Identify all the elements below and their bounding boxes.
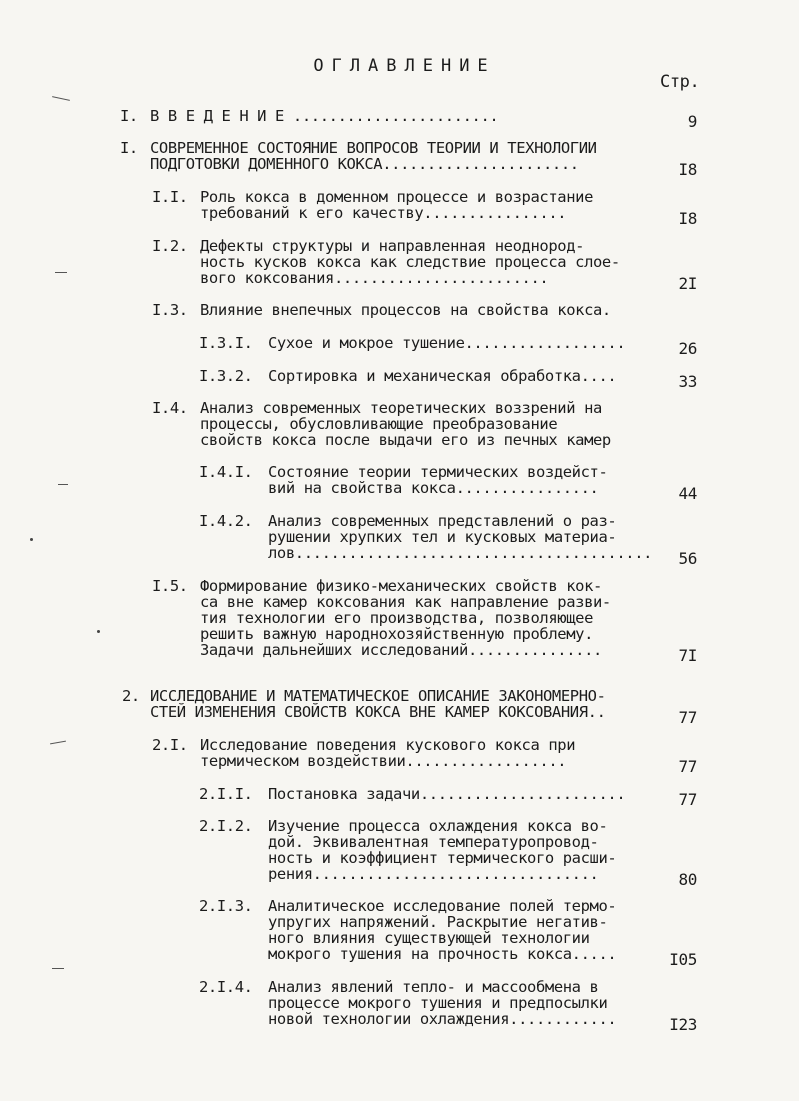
scan-dot <box>30 538 33 541</box>
toc-entry-number: I.4.I. <box>199 463 253 481</box>
toc-entry-line: СОВРЕМЕННОЕ СОСТОЯНИЕ ВОПРОСОВ ТЕОРИИ И ТЕХНОЛОГИИ <box>150 139 597 157</box>
toc-entry-line: процессе мокрого тушения и предпосылки <box>268 994 608 1012</box>
toc-entry-number: 2.I. <box>152 736 188 754</box>
scan-mark <box>55 272 67 273</box>
toc-entry-line: Задачи дальнейших исследований............... <box>200 641 602 659</box>
toc-entry-line: лов........................................ <box>268 544 653 562</box>
toc-entry-line: Анализ современных представлений о раз- <box>268 512 617 530</box>
toc-page-number: 2I <box>678 274 697 293</box>
toc-entry-line: СТЕЙ ИЗМЕНЕНИЯ СВОЙСТВ КОКСА ВНЕ КАМЕР КОКСОВАНИЯ.. <box>150 703 606 721</box>
toc-entry-line: Сортировка и механическая обработка.... <box>268 367 617 385</box>
toc-entry-line: Влияние внепечных процессов на свойства кокса. <box>200 301 611 319</box>
toc-page-number: 77 <box>678 757 697 776</box>
toc-entry-number: I.I. <box>152 188 188 206</box>
toc-page-number: 80 <box>678 870 697 889</box>
toc-entry-number: I.3. <box>152 301 188 319</box>
page-title: ОГЛАВЛЕНИЕ <box>313 56 496 76</box>
toc-entry-number: 2.I.2. <box>199 817 253 835</box>
toc-entry-line: требований к его качеству................ <box>200 204 567 222</box>
toc-entry-line: В В Е Д Е Н И Е ....................... <box>150 107 499 125</box>
toc-entry-number: 2. <box>122 687 140 705</box>
toc-entry-line: Анализ современных теоретических воззрений на <box>200 399 602 417</box>
toc-entry-line: процессы, обусловливающие преобразование <box>200 415 558 433</box>
toc-page-number: 33 <box>678 372 697 391</box>
toc-entry-line: вий на свойства кокса................ <box>268 479 599 497</box>
toc-page-number: I8 <box>678 160 697 179</box>
toc-page-number: I23 <box>669 1015 697 1034</box>
toc-page-number: 7I <box>678 646 697 665</box>
toc-page-number: I05 <box>669 950 697 969</box>
toc-entry-line: ность и коэффициент термического расши- <box>268 849 617 867</box>
toc-entry-line: термическом воздействии.................. <box>200 752 567 770</box>
toc-page-number: 56 <box>678 549 697 568</box>
toc-entry-line: вого коксования........................ <box>200 269 549 287</box>
toc-page-number: 9 <box>687 112 697 131</box>
toc-entry-line: упругих напряжений. Раскрытие негатив- <box>268 913 608 931</box>
toc-entry-line: Изучение процесса охлаждения кокса во- <box>268 817 608 835</box>
toc-entry-line: Роль кокса в доменном процессе и возрастание <box>200 188 593 206</box>
toc-page-number: 26 <box>678 339 697 358</box>
toc-entry-number: I. <box>120 107 138 125</box>
toc-entry-number: I. <box>120 139 138 157</box>
toc-entry-line: Постановка задачи....................... <box>268 785 626 803</box>
toc-entry-line: Исследование поведения кускового кокса при <box>200 736 576 754</box>
toc-entry-line: ПОДГОТОВКИ ДОМЕННОГО КОКСА...................... <box>150 155 579 173</box>
toc-page-number: 77 <box>678 708 697 727</box>
toc-entry-number: I.4. <box>152 399 188 417</box>
toc-entry-line: рения................................ <box>268 865 599 883</box>
toc-entry-line: Формирование физико-механических свойств кок- <box>200 577 602 595</box>
toc-entry-line: ного влияния существующей технологии <box>268 929 590 947</box>
toc-entry-line: Анализ явлений тепло- и массообмена в <box>268 978 599 996</box>
toc-entry-line: Аналитическое исследование полей термо- <box>268 897 617 915</box>
toc-entry-number: I.4.2. <box>199 512 253 530</box>
toc-entry-line: свойств кокса после выдачи его из печных камер <box>200 431 611 449</box>
scan-dot <box>97 630 100 633</box>
toc-page-number: 44 <box>678 484 697 503</box>
toc-entry-number: I.5. <box>152 577 188 595</box>
toc-entry-line: рушении хрупких тел и кусковых материа- <box>268 528 617 546</box>
toc-entry-line: решить важную народнохозяйственную проблему. <box>200 625 593 643</box>
scan-mark <box>50 741 66 745</box>
toc-entry-number: I.3.I. <box>199 334 253 352</box>
scan-mark <box>52 968 64 969</box>
toc-entry-line: дой. Эквивалентная температуропровод- <box>268 833 599 851</box>
toc-entry-line: ИССЛЕДОВАНИЕ И МАТЕМАТИЧЕСКОЕ ОПИСАНИЕ ЗАКОНОМЕРНО- <box>150 687 606 705</box>
toc-entry-number: 2.I.3. <box>199 897 253 915</box>
toc-entry-number: I.2. <box>152 237 188 255</box>
toc-entry-number: 2.I.I. <box>199 785 253 803</box>
scan-mark <box>58 484 68 485</box>
toc-page-number: 77 <box>678 790 697 809</box>
toc-entry-line: Состояние теории термических воздейст- <box>268 463 608 481</box>
page-column-header: Стр. <box>660 72 700 92</box>
toc-page-number: I8 <box>678 209 697 228</box>
toc-entry-number: I.3.2. <box>199 367 253 385</box>
toc-entry-line: Сухое и мокрое тушение.................. <box>268 334 626 352</box>
scan-mark <box>52 96 70 101</box>
toc-entry-line: Дефекты структуры и направленная неоднород- <box>200 237 585 255</box>
toc-entry-number: 2.I.4. <box>199 978 253 996</box>
toc-entry-line: тия технологии его производства, позволяющее <box>200 609 593 627</box>
toc-entry-line: новой технологии охлаждения............ <box>268 1010 617 1028</box>
toc-entry-line: ность кусков кокса как следствие процесса слое- <box>200 253 620 271</box>
toc-entry-line: са вне камер коксования как направление разви- <box>200 593 611 611</box>
toc-entry-line: мокрого тушения на прочность кокса..... <box>268 945 617 963</box>
